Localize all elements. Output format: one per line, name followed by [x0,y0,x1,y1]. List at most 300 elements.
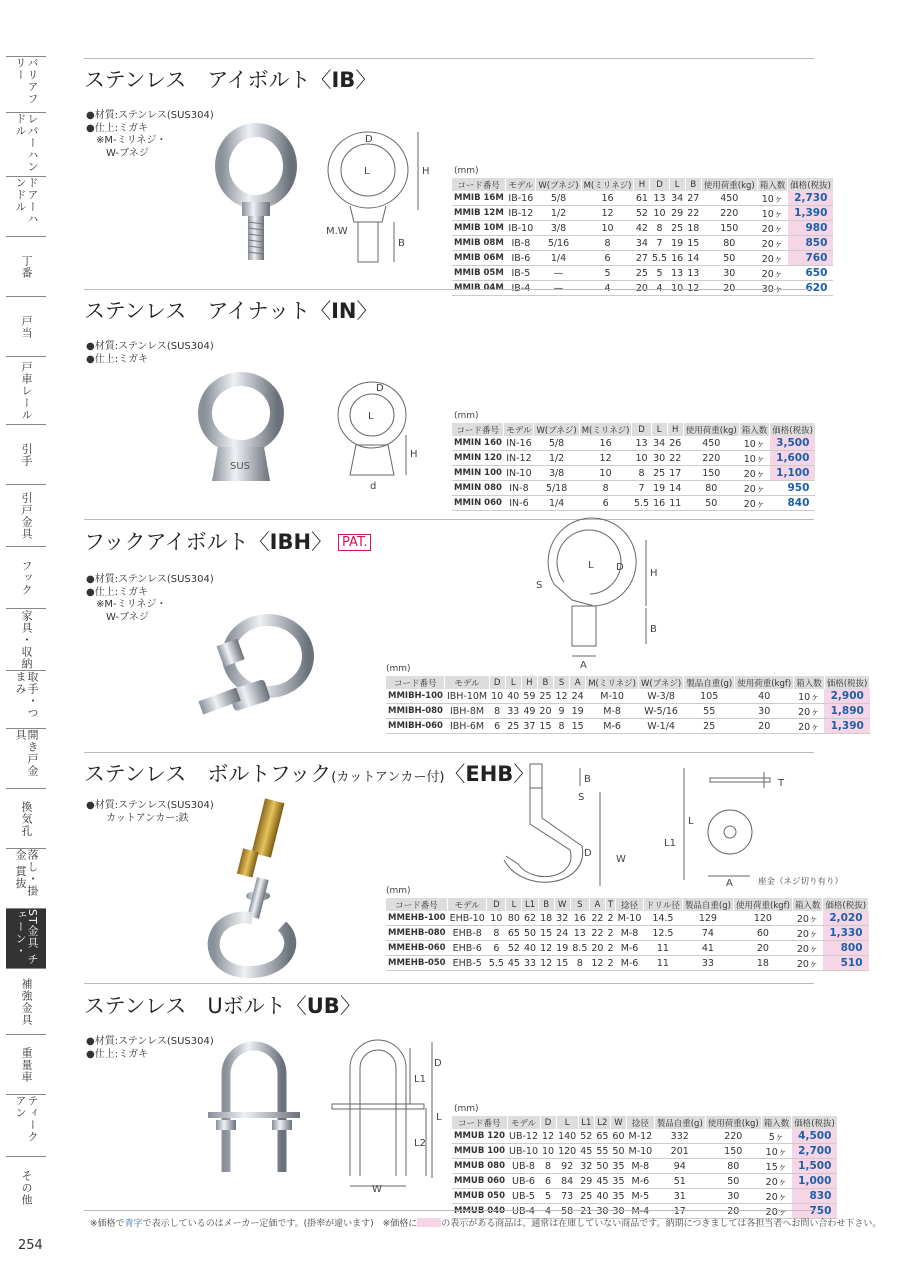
divider [84,58,814,59]
side-tab[interactable] [6,236,46,296]
table-cell: 4 [540,1204,556,1219]
side-tab[interactable] [6,968,46,1034]
eyebolt-diagram [318,130,448,270]
table-cell: 33 [682,956,733,971]
svg-text:A: A [580,660,587,671]
table-cell: IB-8 [506,236,536,251]
table-cell: 10ヶ [794,689,825,704]
table-cell: 59 [523,690,536,702]
table-cell: 11 [669,497,682,509]
table-cell: 30 [705,1189,761,1204]
table-row [452,1159,837,1174]
table-cell: 50 [705,1174,761,1189]
price-cell: 760 [788,251,834,266]
unit-label: (mm) [454,166,479,176]
column-header: L1 [522,898,538,911]
column-header: 価格(税抜) [788,178,834,191]
table-cell: 50 [596,1160,609,1172]
svg-text:H: H [650,568,658,579]
table-cell: 20ヶ [792,911,823,926]
side-tab-label: ティーク アン [14,1095,39,1143]
table-cell: 80 [701,236,757,251]
table-cell: 2 [605,911,615,926]
column-header: 価格(税抜) [823,898,869,911]
pink-legend-swatch [417,1218,441,1227]
table-row [452,481,815,496]
table-cell: 15 [540,927,553,939]
table-cell: 10 [671,282,684,294]
spec-text: ●材質:ステンレス(SUS304) カットアンカー:鉄 [86,800,214,824]
table-cell: 18 [733,956,792,971]
table-cell: 12 [540,942,553,954]
table-header-row [452,1116,837,1129]
table-cell: 450 [683,436,739,451]
divider [84,752,814,753]
table-cell: 40 [507,690,520,702]
column-header: 製品自重(g) [682,898,733,911]
table-cell: 19 [671,237,684,249]
table-cell: 13 [632,436,651,451]
table-cell: 34 [671,192,684,204]
table-cell: 8 [570,956,589,971]
table-cell: M-6 [616,956,644,971]
table-cell: 4 [581,281,634,296]
table-cell: 5/8 [536,191,581,206]
section-title: ステンレス Uボルト〈UB〉 [84,994,361,1018]
table-cell: 7 [632,481,651,496]
table-cell: 20ヶ [739,481,770,496]
table-cell: 52 [580,1130,593,1142]
table-cell: 12 [591,957,604,969]
table-cell: 10 [542,1145,555,1157]
table-cell: 49 [523,705,536,717]
table-cell: 22 [669,452,682,464]
table-cell: 20ヶ [739,466,770,481]
table-cell: 15 [539,720,552,732]
column-header: コード番号 [386,898,448,911]
table-cell: 1/4 [534,496,579,511]
table-cell: 8 [650,221,669,236]
table-row [386,926,869,941]
unit-label: (mm) [454,411,479,421]
product-code: MMIN 160 [452,436,504,451]
table-cell: 5/16 [536,236,581,251]
column-header: 捻径 [616,898,644,911]
table-cell: 30 [612,1205,625,1217]
spec-table-ibh [386,676,870,734]
price-cell: 510 [823,956,869,971]
side-tab[interactable] [6,848,46,908]
column-header: コード番号 [452,423,504,436]
price-cell: 1,000 [792,1174,838,1189]
column-header: A [589,898,605,911]
table-cell: 8 [487,926,506,941]
table-cell: 2 [605,956,615,971]
column-header: M(ミリネジ) [581,178,634,191]
side-tab-label: 戸当 [20,314,33,339]
table-cell: 14 [669,482,682,494]
section-eyenut [84,295,814,517]
side-tab[interactable] [6,356,46,424]
table-cell: 42 [635,222,648,234]
table-cell: 1/2 [534,451,579,466]
table-cell: 25 [653,467,666,479]
table-cell: 60 [612,1130,625,1142]
table-cell: 84 [556,1174,578,1189]
section-eyebolt [84,64,831,295]
table-cell: IB-12 [506,206,536,221]
side-tab[interactable] [6,1034,46,1094]
table-cell: 35 [612,1190,625,1202]
table-cell: 20ヶ [757,251,788,266]
spec-text: ●材質:ステンレス(SUS304) ●仕上:ミガキ [86,1036,214,1060]
table-cell: IN-8 [504,481,534,496]
product-code: MMIBH-060 [386,719,445,734]
table-cell: 15 [556,957,569,969]
table-cell: 8 [632,466,651,481]
spec-table-ehb [386,898,869,971]
column-header: W [610,1116,626,1129]
section-title: ステンレス ボルトフック(カットアンカー付)〈EHB〉 [84,762,535,786]
table-cell: 13 [650,191,669,206]
column-header: L [669,178,685,191]
column-header: 箱入数 [739,423,770,436]
side-tab[interactable] [6,1094,46,1156]
table-cell: 6 [579,496,632,511]
table-cell: 120 [733,911,792,926]
side-tab[interactable] [6,56,46,112]
spec-table-ib [452,178,834,296]
svg-text:L: L [688,816,694,827]
table-cell: 20ヶ [792,926,823,941]
table-cell: 150 [683,466,739,481]
table-cell: 8 [579,481,632,496]
product-code: MMUB 100 [452,1144,507,1159]
bolt-hook-photo [194,794,310,980]
price-cell: 750 [792,1204,838,1219]
table-cell: 94 [654,1159,705,1174]
price-cell: 1,600 [770,451,816,466]
divider [84,289,814,290]
table-cell: 19 [556,942,569,954]
table-cell: 55 [596,1145,609,1157]
svg-text:L: L [588,560,594,571]
side-tab-label: 引戸金具 [20,491,33,540]
table-cell: 8 [540,1159,556,1174]
svg-text:D: D [616,562,624,573]
column-header: コード番号 [386,676,445,689]
column-header: モデル [506,178,536,191]
table-cell: 10 [487,911,506,926]
table-row [452,221,833,236]
svg-text:D: D [584,848,592,859]
table-row [452,266,833,281]
table-cell: IN-16 [504,436,534,451]
u-bolt-photo [204,1042,304,1202]
side-tab[interactable] [6,608,46,670]
side-tab[interactable] [6,546,46,608]
table-cell: 22 [591,912,604,924]
table-cell: 61 [635,192,648,204]
table-cell: 13 [671,267,684,279]
eyenut-photo [196,373,286,491]
column-header: 箱入数 [794,676,825,689]
table-cell: IN-6 [504,496,534,511]
table-row [452,496,815,511]
product-code: MMIB 10M [452,221,506,236]
table-cell: 5 [650,266,669,281]
side-tab[interactable] [6,176,46,236]
table-cell: 5/18 [534,481,579,496]
price-cell: 1,500 [792,1159,838,1174]
section-bolt-hook [84,758,867,980]
column-header: ドリル径 [643,898,682,911]
table-header-row [386,898,869,911]
side-tab[interactable] [6,670,46,728]
table-cell: M-10 [617,912,642,924]
table-cell: 20ヶ [792,941,823,956]
side-tab-label: 補強金具 [20,977,33,1026]
side-tab[interactable] [6,1156,46,1218]
table-cell: 140 [558,1130,577,1142]
side-tab-label: 引手 [20,442,33,467]
column-header: B [537,676,553,689]
table-cell: 50 [683,496,739,511]
table-cell: 30 [701,266,757,281]
product-code: MMUB 040 [452,1204,507,1219]
table-cell: 65 [596,1130,609,1142]
spec-table-ub [452,1116,838,1219]
table-cell: 14.5 [643,911,682,926]
table-cell: 40 [596,1190,609,1202]
column-header: モデル [445,676,489,689]
table-cell: 20ヶ [757,221,788,236]
footnote: ※価格で青字で表示しているのはメーカー定価です。(掛率が違います) ※価格に の表示がある商品は、通常は在庫していない商品です。納期につきましては各担当者へお問い合わせ下さい。 [90,1219,882,1229]
table-row [452,436,815,451]
table-cell: 19 [653,482,666,494]
table-cell: 10ヶ [757,191,788,206]
table-cell: 105 [684,689,735,704]
svg-text:H: H [422,166,430,177]
table-cell: 45 [580,1145,593,1157]
side-tab[interactable] [6,424,46,484]
table-cell: 24 [556,927,569,939]
table-row [452,206,833,221]
product-code: MMEHB-060 [386,941,448,956]
column-header: L [556,1116,578,1129]
table-cell: IBH-6M [445,719,489,734]
table-row [452,236,833,251]
table-row [452,451,815,466]
table-cell: IB-4 [506,281,536,296]
table-cell: UB-4 [507,1204,540,1219]
table-cell: M-12 [628,1130,653,1142]
table-cell: 62 [523,912,537,924]
side-tab-label: 取手・つまみ [14,671,39,719]
table-cell: 20ヶ [757,266,788,281]
table-cell: 20ヶ [739,496,770,511]
table-cell: 13 [687,267,700,279]
table-cell: 10ヶ [739,436,770,451]
table-cell: UB-10 [509,1145,538,1157]
table-cell: 74 [682,926,733,941]
price-cell: 980 [788,221,834,236]
table-cell: 6 [581,251,634,266]
side-tab-label: 換気孔 [20,800,33,837]
table-cell: 27 [687,192,700,204]
table-cell: W-3/8 [639,689,684,704]
table-cell: 52 [635,207,648,219]
svg-text:B: B [650,624,657,635]
table-cell: 6 [540,1174,556,1189]
svg-text:H: H [410,449,418,460]
column-header: L2 [594,1116,610,1129]
product-code: MMIN 080 [452,481,504,496]
table-cell: 45 [596,1175,609,1187]
table-cell: 220 [701,206,757,221]
table-cell: 18 [687,222,700,234]
price-cell: 830 [792,1189,838,1204]
table-cell: 20ヶ [757,236,788,251]
table-cell: 3/8 [536,221,581,236]
product-code: MMIB 04M [452,281,506,296]
table-cell: 10 [579,466,632,481]
svg-text:A: A [726,878,733,889]
svg-text:B: B [398,238,405,249]
table-cell: UB-8 [507,1159,540,1174]
side-tab-label: 重量車 [20,1046,33,1083]
table-cell: 25 [507,720,520,732]
table-cell: 15 [687,237,700,249]
table-cell: 12 [579,451,632,466]
column-header: T [605,898,615,911]
table-cell: 18 [540,912,553,924]
table-row [386,941,869,956]
table-cell: — [536,266,581,281]
spec-text: ●材質:ステンレス(SUS304) ●仕上:ミガキ ※M-ミリネジ・ W-ブネジ [86,110,214,159]
table-cell: 92 [556,1159,578,1174]
table-cell: 13 [570,926,589,941]
table-cell: 150 [705,1144,761,1159]
side-tab[interactable] [6,112,46,176]
table-cell: M-10 [628,1145,653,1157]
table-cell: 16 [570,911,589,926]
table-cell: 52 [507,942,520,954]
table-cell: 35 [612,1160,625,1172]
spec-table-in [452,423,816,511]
table-cell: W-5/16 [639,704,684,719]
column-header: 製品自重(g) [654,1116,705,1129]
table-row [386,911,869,926]
table-cell: 129 [682,911,733,926]
table-cell: IBH-10M [446,690,488,702]
table-cell: 25 [684,719,735,734]
table-cell: 120 [558,1145,577,1157]
svg-text:M.W: M.W [326,226,348,237]
product-code: MMIBH-100 [386,689,445,704]
table-cell: 12 [542,1130,555,1142]
page-number: 254 [18,1238,43,1253]
table-cell: 201 [654,1144,705,1159]
column-header: H [634,178,650,191]
table-cell: 58 [556,1204,578,1219]
side-tab-label: バリアフリー [14,57,39,105]
table-cell: 20ヶ [761,1174,792,1189]
column-header: H [521,676,537,689]
svg-text:L2: L2 [414,1138,426,1149]
table-cell: 11 [643,956,682,971]
section-hook-eyebolt [84,526,868,748]
product-code: MMIB 06M [452,251,506,266]
column-header: W(ブネジ) [639,676,684,689]
column-header: 使用荷重(kgf) [735,676,794,689]
table-cell: 65 [507,927,520,939]
table-cell: 10ヶ [761,1144,792,1159]
table-cell: 5 [540,1189,556,1204]
table-cell: 20 [705,1204,761,1219]
table-cell: 12 [687,282,700,294]
table-cell: 21 [580,1205,593,1217]
table-cell: 33 [523,957,537,969]
svg-text:T: T [778,778,785,789]
side-tab[interactable] [6,484,46,546]
table-cell: M-6 [616,941,644,956]
svg-text:W: W [616,854,626,865]
svg-text:L1: L1 [664,838,676,849]
table-cell: 1/4 [536,251,581,266]
product-code: MMIB 05M [452,266,506,281]
column-header: 価格(税抜) [824,676,870,689]
table-cell: 55 [684,704,735,719]
unit-label: (mm) [386,886,411,896]
table-cell: 12 [581,206,634,221]
side-tab-label: ST金具 チェーン・ [14,909,39,966]
column-header: S [554,676,570,689]
side-tab[interactable] [6,788,46,848]
divider [84,1210,814,1211]
table-cell: 37 [523,720,536,732]
table-cell: EHB-8 [448,926,487,941]
table-cell: 40 [523,942,537,954]
table-cell: 8 [489,704,505,719]
table-cell: 34 [653,437,666,449]
column-header: D [650,178,669,191]
table-cell: 31 [654,1189,705,1204]
table-cell: IB-10 [506,221,536,236]
column-header: コード番号 [452,178,506,191]
column-header: S [570,898,589,911]
price-cell: 950 [770,481,816,496]
side-tab[interactable] [6,908,46,968]
table-cell: 33 [507,705,520,717]
table-cell: 29 [580,1175,593,1187]
table-row [386,719,870,734]
price-cell: 1,890 [824,704,870,719]
side-tab[interactable] [6,728,46,788]
table-cell: 80 [683,481,739,496]
column-header: モデル [448,898,487,911]
column-header: D [487,898,506,911]
table-cell: 150 [701,221,757,236]
table-cell: UB-12 [509,1130,538,1142]
table-cell: 20 [735,719,794,734]
table-cell: 220 [705,1129,761,1144]
svg-text:d: d [370,481,377,492]
column-header: 箱入数 [757,178,788,191]
side-tab[interactable] [6,296,46,356]
side-tab-label: その他 [20,1169,33,1206]
side-tab-label: レバーハンドル [14,113,39,173]
